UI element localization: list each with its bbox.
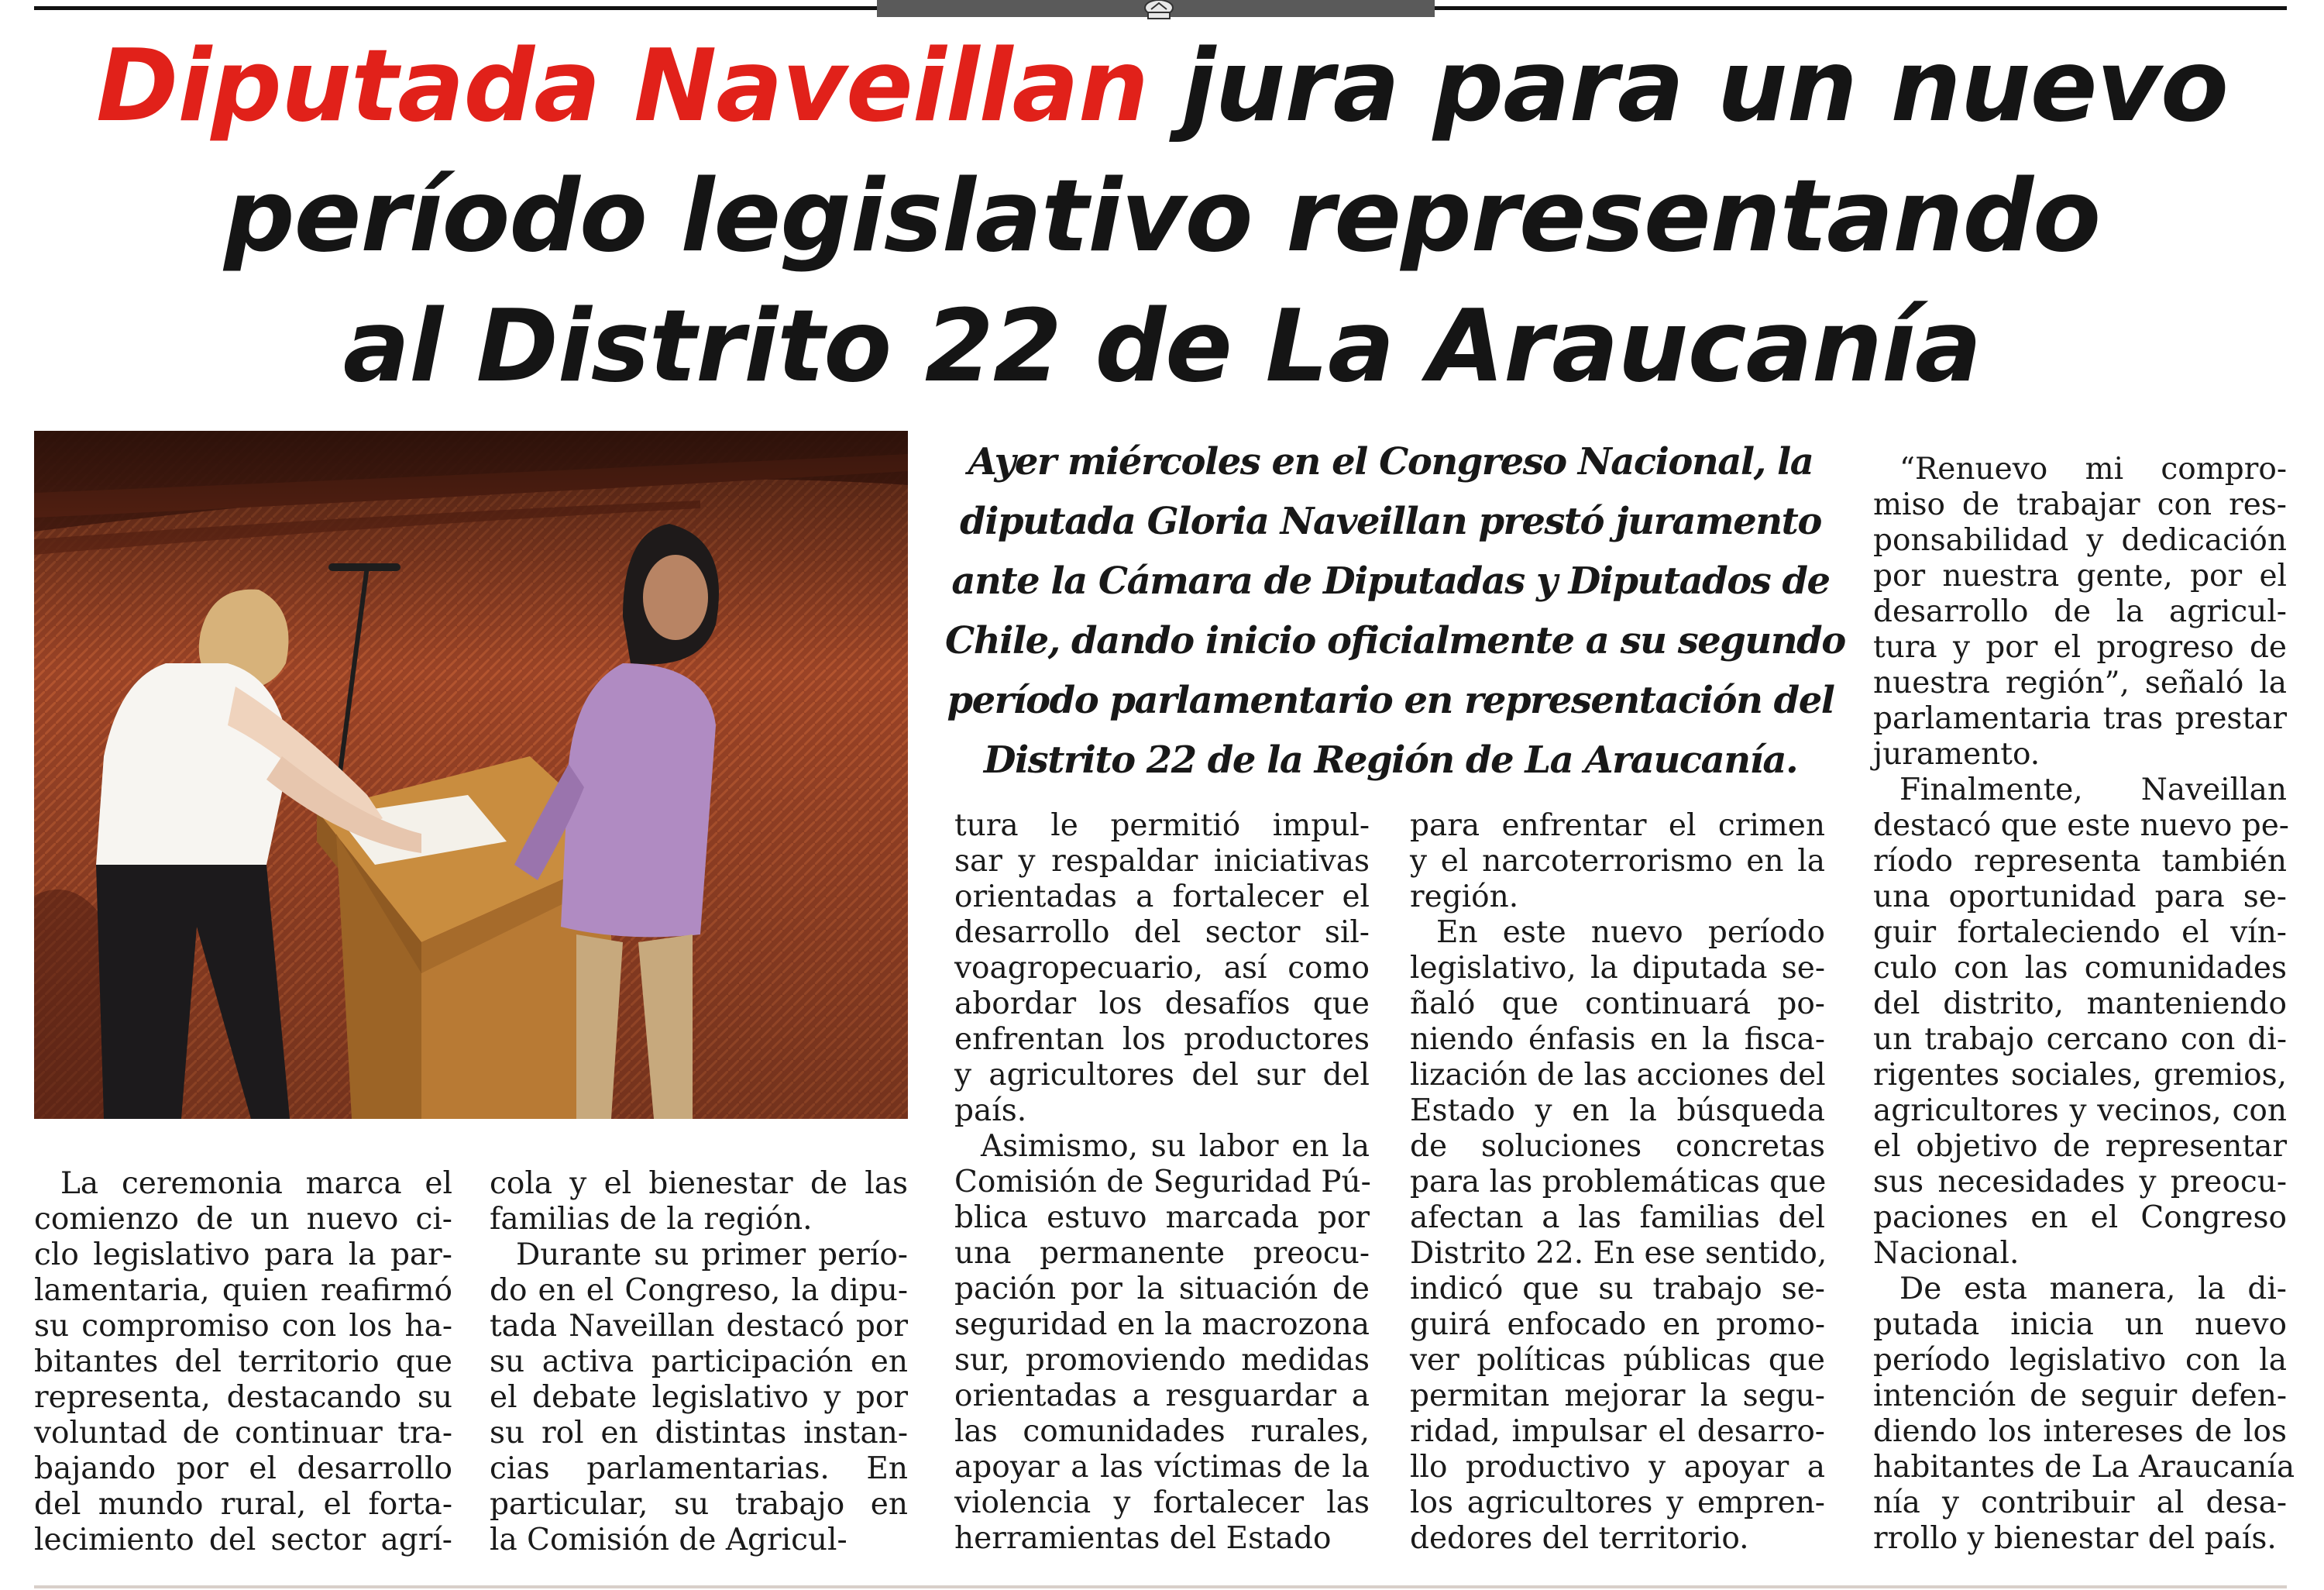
body-line: familias de la región.	[490, 1202, 813, 1237]
body-line: niendo énfasis en la fisca-	[1410, 1022, 1825, 1057]
body-line: lecimiento del sector agrí-	[34, 1523, 452, 1557]
body-line: pación por la situación de	[954, 1272, 1370, 1306]
photo-illustration	[34, 431, 908, 1119]
body-line: herramientas del Estado	[954, 1521, 1332, 1556]
body-line: y agricultores del sur del	[954, 1058, 1370, 1093]
body-line: paciones en el Congreso	[1873, 1200, 2287, 1235]
body-line: violencia y fortalecer las	[954, 1485, 1370, 1520]
bottom-rule	[34, 1585, 2287, 1588]
body-line: su compromiso con los ha-	[34, 1309, 452, 1344]
body-line: Durante su primer perío-	[516, 1237, 908, 1272]
body-line: su rol en distintas instan-	[490, 1416, 908, 1451]
article-lead	[945, 432, 1845, 790]
body-line: guir fortaleciendo el vín-	[1873, 915, 2287, 950]
body-line: período legislativo con la	[1873, 1343, 2287, 1378]
top-rule-right	[1435, 6, 2287, 10]
body-line: un trabajo cercano con di-	[1873, 1022, 2287, 1057]
body-line: Comisión de Seguridad Pú-	[954, 1165, 1371, 1199]
body-line: desarrollo del sector sil-	[954, 915, 1370, 950]
body-line: Asimismo, su labor en la	[981, 1129, 1370, 1164]
body-line: lamentaria, quien reafirmó	[34, 1273, 452, 1308]
body-column-5	[1873, 452, 2295, 1557]
lead-line: Ayer miércoles en el Congreso Nacional, la	[968, 440, 1813, 484]
body-line: legislativo, la diputada se-	[1410, 951, 1825, 986]
body-line: agricultores y vecinos, con	[1873, 1093, 2287, 1128]
body-line: La ceremonia marca el	[60, 1166, 452, 1201]
body-line: orientadas a resguardar a	[954, 1378, 1370, 1413]
lead-line: período parlamentario en representación del	[947, 679, 1834, 722]
body-line: juramento.	[1873, 737, 2040, 772]
body-line: por nuestra gente, por el	[1873, 559, 2287, 594]
headline-line-2: período legislativo representando	[224, 159, 2100, 274]
body-line: una permanente preocu-	[954, 1236, 1370, 1271]
body-line: región.	[1410, 879, 1519, 914]
body-line: desarrollo de la agricul-	[1873, 594, 2287, 629]
body-line: la Comisión de Agricul-	[490, 1523, 847, 1557]
body-line: guirá enfocado en promo-	[1410, 1307, 1825, 1342]
body-line: del mundo rural, el forta-	[34, 1487, 452, 1522]
lead-line: ante la Cámara de Diputadas y Diputados de	[951, 559, 1830, 603]
body-line: ridad, impulsar el desarro-	[1410, 1414, 1825, 1449]
body-line: nía y contribuir al desa-	[1873, 1485, 2287, 1520]
article-headline	[46, 22, 2278, 412]
body-line: putada inicia un nuevo	[1873, 1307, 2287, 1342]
body-line: las comunidades rurales,	[954, 1414, 1370, 1449]
crest-icon	[1137, 0, 1181, 20]
body-line: sus necesidades y preocu-	[1873, 1165, 2287, 1199]
body-line: lización de las acciones del	[1410, 1058, 1826, 1093]
body-line: “Renuevo mi compro-	[1899, 452, 2287, 487]
body-line: los agricultores y empren-	[1410, 1485, 1825, 1520]
body-line: rrollo y bienestar del país.	[1873, 1521, 2277, 1556]
body-column-4	[1410, 808, 1825, 1557]
body-line: parlamentaria tras prestar	[1873, 701, 2287, 736]
body-line: sur, promoviendo medidas	[954, 1343, 1370, 1378]
body-line: una oportunidad para se-	[1873, 879, 2287, 914]
body-line: enfrentan los productores	[954, 1022, 1370, 1057]
lead-line: Distrito 22 de la Región de La Araucanía.	[983, 738, 1798, 782]
body-line: nuestra región”, señaló la	[1873, 666, 2287, 700]
body-line: Distrito 22. En ese sentido,	[1410, 1236, 1827, 1271]
body-line: clo legislativo para la par-	[34, 1237, 452, 1272]
body-line: En este nuevo período	[1436, 915, 1825, 950]
body-line: orientadas a fortalecer el	[954, 879, 1370, 914]
body-line: blica estuvo marcada por	[954, 1200, 1370, 1235]
headline-name: Diputada Naveillan	[96, 29, 1148, 144]
body-line: voluntad de continuar tra-	[34, 1416, 452, 1451]
body-line: voagropecuario, así como	[954, 951, 1370, 986]
body-line: Nacional.	[1873, 1236, 2020, 1271]
top-rule-left	[34, 6, 877, 10]
body-line: su activa participación en	[490, 1344, 908, 1379]
body-line: y el narcoterrorismo en la	[1410, 844, 1825, 879]
body-line: dedores del territorio.	[1410, 1521, 1749, 1556]
body-line: para enfrentar el crimen	[1410, 808, 1825, 843]
body-line: sar y respaldar iniciativas	[954, 844, 1370, 879]
body-line: comienzo de un nuevo ci-	[34, 1202, 452, 1237]
body-line: país.	[954, 1093, 1027, 1128]
body-column-2	[490, 1166, 908, 1558]
body-line: tura y por el progreso de	[1873, 630, 2287, 665]
body-line: particular, su trabajo en	[490, 1487, 908, 1522]
body-line: apoyar a las víctimas de la	[954, 1450, 1370, 1485]
body-line: llo productivo y apoyar a	[1410, 1450, 1825, 1485]
body-line: miso de trabajar con res-	[1873, 487, 2287, 522]
body-column-3	[954, 808, 1370, 1557]
body-line: intención de seguir defen-	[1873, 1378, 2287, 1413]
body-line: abordar los desafíos que	[954, 986, 1370, 1021]
body-line: ponsabilidad y dedicación	[1873, 523, 2287, 558]
body-line: indicó que su trabajo se-	[1410, 1272, 1825, 1306]
body-line: cola y el bienestar de las	[490, 1166, 908, 1201]
body-line: el debate legislativo y por	[490, 1380, 908, 1415]
body-line: afectan a las familias del	[1410, 1200, 1825, 1235]
body-line: bajando por el desarrollo	[34, 1451, 452, 1486]
body-line: permitan mejorar la segu-	[1410, 1378, 1825, 1413]
headline-line-3: al Distrito 22 de La Araucanía	[342, 289, 1982, 404]
body-line: el objetivo de representar	[1873, 1129, 2287, 1164]
body-line: tura le permitió impul-	[954, 808, 1370, 843]
body-line: rigentes sociales, gremios,	[1873, 1058, 2287, 1093]
lead-line: Chile, dando inicio oficialmente a su segundo	[945, 619, 1845, 662]
body-line: ñaló que continuará po-	[1410, 986, 1825, 1021]
body-line: do en el Congreso, la dipu-	[490, 1273, 908, 1308]
body-line: seguridad en la macrozona	[954, 1307, 1370, 1342]
lead-line: diputada Gloria Naveillan prestó juramento	[960, 500, 1821, 543]
article-photo	[34, 431, 908, 1119]
body-line: habitantes de La Araucanía	[1873, 1450, 2295, 1485]
body-line: ríodo representa también	[1873, 844, 2287, 879]
body-line: diendo los intereses de los	[1873, 1414, 2287, 1449]
headline-line-1: jura para un nuevo	[1181, 29, 2228, 144]
body-line: De esta manera, la di-	[1899, 1272, 2287, 1306]
body-line: culo con las comunidades	[1873, 951, 2287, 986]
body-line: Finalmente, Naveillan	[1899, 773, 2287, 807]
body-line: Estado y en la búsqueda	[1410, 1093, 1825, 1128]
body-line: para las problemáticas que	[1410, 1165, 1827, 1199]
body-line: bitantes del territorio que	[34, 1344, 452, 1379]
body-line: de soluciones concretas	[1410, 1129, 1825, 1164]
body-line: tada Naveillan destacó por	[490, 1309, 908, 1344]
body-line: destacó que este nuevo pe-	[1873, 808, 2289, 843]
body-line: representa, destacando su	[34, 1380, 452, 1415]
body-line: cias parlamentarias. En	[490, 1451, 908, 1486]
body-line: del distrito, manteniendo	[1873, 986, 2287, 1021]
body-column-1	[34, 1166, 452, 1558]
body-line: ver políticas públicas que	[1410, 1343, 1825, 1378]
